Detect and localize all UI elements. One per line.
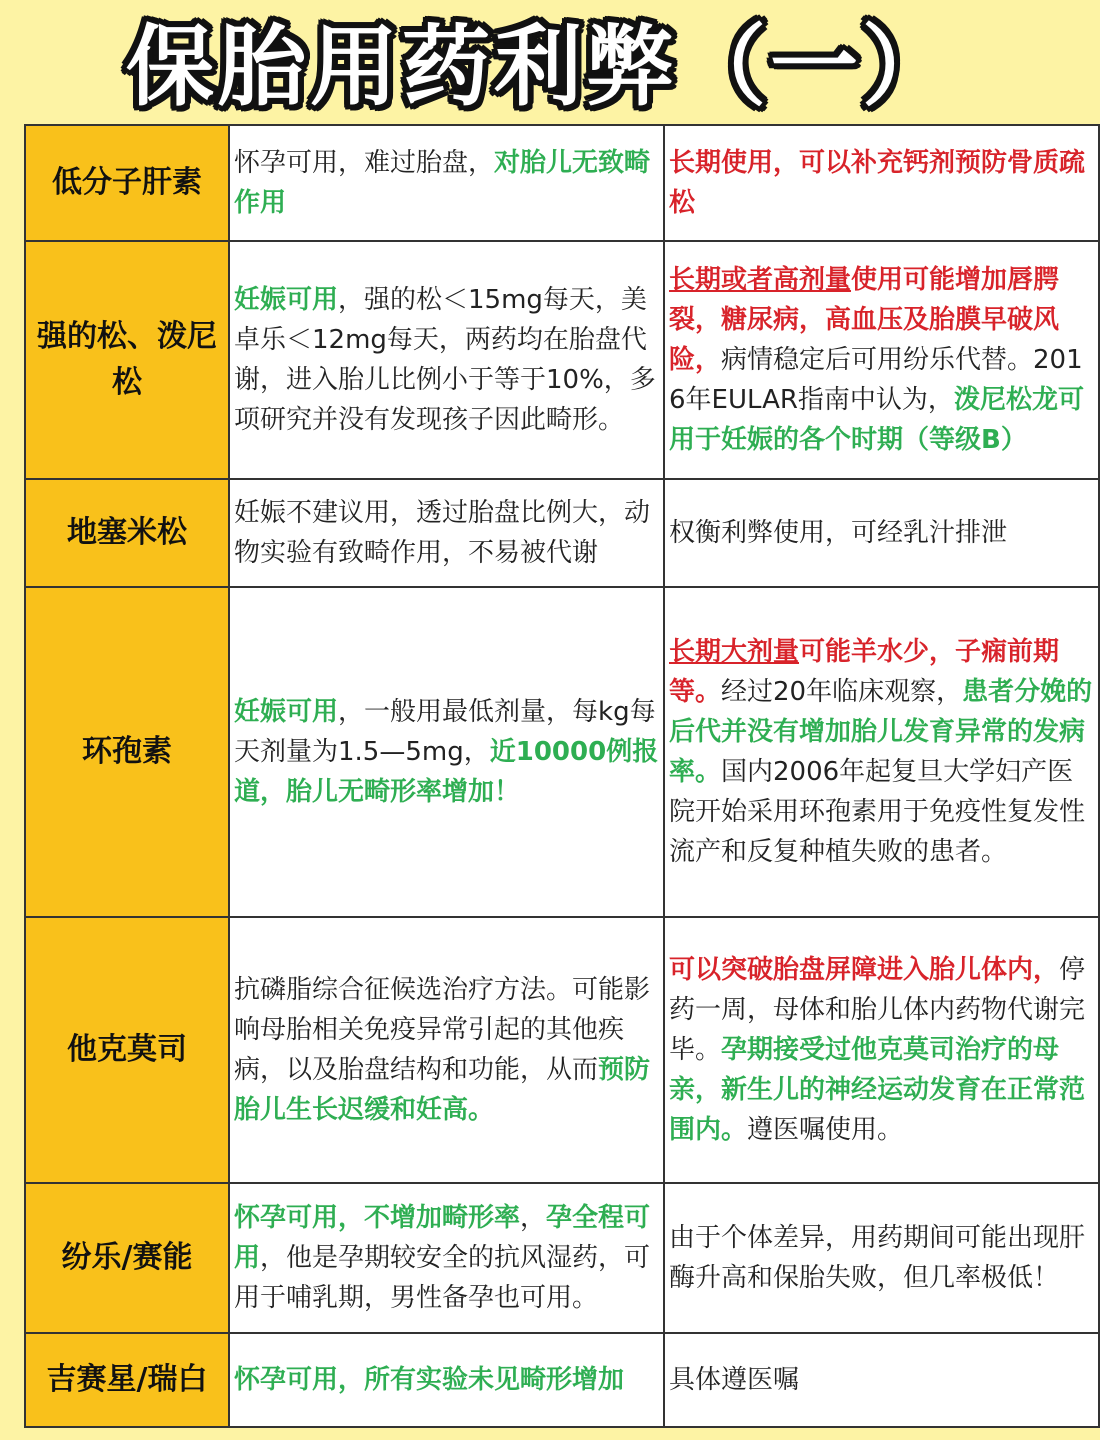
page-title: 保胎用药利弊（一） [125,15,954,118]
drug-name: 他克莫司 [25,917,229,1183]
table-row [25,479,1099,587]
cell-text: 长期使用，可以补充钙剂预防骨质疏松 [669,148,1086,218]
table-row [25,587,1099,917]
cell-text: 妊娠不建议用，透过胎盘比例大，动物实验有致畸作用，不易被代谢 [234,498,651,568]
cell-text: 怀孕可用，所有实验未见畸形增加 [234,1365,625,1395]
risk-cell [664,479,1099,587]
drug-name: 纷乐/赛能 [25,1183,229,1333]
cell-text: 对胎儿无致畸作用 [234,148,651,218]
cell-text: 使用可能增加唇腭裂，糖尿病，高血压及胎膜早破风险， [669,265,1060,375]
usage-cell [229,241,664,479]
cell-text: 长期或者高剂量 [669,265,852,295]
cell-text: 孕期接受过他克莫司治疗的母亲，新生儿的神经运动发育在正常范围内。 [669,1035,1086,1145]
cell-text: 妊娠可用 [234,285,339,315]
cell-text: 遵医嘱使用。 [747,1115,904,1145]
table-row [25,125,1099,241]
cell-text: 国内2006年起复旦大学妇产医院开始采用环孢素用于免疫性复发性流产和反复种植失败的患者。 [669,757,1086,867]
risk-cell [664,917,1099,1183]
usage-cell [229,125,664,241]
table-row [25,917,1099,1183]
cell-text: 抗磷脂综合征候选治疗方法。可能影响母胎相关免疫异常引起的其他疾病，以及胎盘结构和功能，从而 [234,975,651,1085]
cell-text: ， [520,1203,547,1233]
drug-name: 吉赛星/瑞白 [25,1333,229,1427]
risk-cell [664,1183,1099,1333]
cell-text: 可以突破胎盘屏障进入胎儿体内， [669,955,1060,985]
cell-text: 停药一周，母体和胎儿体内药物代谢完毕。 [669,955,1086,1065]
table-row [25,1333,1099,1427]
usage-cell [229,1333,664,1427]
cell-text: 怀孕可用，难过胎盘， [234,148,495,178]
drug-name: 强的松、泼尼松 [25,241,229,479]
table-row [25,1183,1099,1333]
table-row [25,241,1099,479]
cell-text: 病情稳定后可用纷乐代替。2016年EULAR指南中认为， [669,345,1083,415]
risk-cell [664,1333,1099,1427]
drug-name: 地塞米松 [25,479,229,587]
drug-name: 环孢素 [25,587,229,917]
usage-cell [229,587,664,917]
cell-text: ，他是孕期较安全的抗风湿药，可用于哺乳期，男性备孕也可用。 [234,1243,651,1313]
cell-text: 怀孕可用，不增加畸形率 [234,1203,521,1233]
cell-text: ，一般用最低剂量，每kg每天剂量为1.5—5mg， [234,697,656,767]
usage-cell [229,479,664,587]
cell-text: ，强的松＜15mg每天，美卓乐＜12mg每天，两药均在胎盘代谢，进入胎儿比例小于等于10%，多项研究并没有发现孩子因此畸形。 [234,285,656,435]
drug-name: 低分子肝素 [25,125,229,241]
risk-cell [664,241,1099,479]
cell-text: 孕全程可用 [234,1203,651,1273]
cell-text: 经过20年临床观察， [721,677,963,707]
cell-text: 泼尼松龙可用于妊娠的各个时期（等级B） [669,385,1084,455]
medication-table [24,124,1100,1428]
cell-text: 预防胎儿生长迟缓和妊高。 [234,1055,651,1125]
cell-text: 患者分娩的后代并没有增加胎儿发育异常的发病率。 [669,677,1093,787]
cell-text: 权衡利弊使用，可经乳汁排泄 [669,518,1008,548]
risk-cell [664,587,1099,917]
cell-text: 由于个体差异，用药期间可能出现肝酶升高和保胎失败，但几率极低！ [669,1223,1086,1293]
cell-text: 可能羊水少，子痫前期等。 [669,637,1060,707]
cell-text: 长期大剂量 [669,637,800,667]
risk-cell [664,125,1099,241]
cell-text: 妊娠可用 [234,697,339,727]
usage-cell [229,1183,664,1333]
usage-cell [229,917,664,1183]
cell-text: 近10000例报道，胎儿无畸形率增加！ [234,737,659,807]
cell-text: 具体遵医嘱 [669,1365,800,1395]
